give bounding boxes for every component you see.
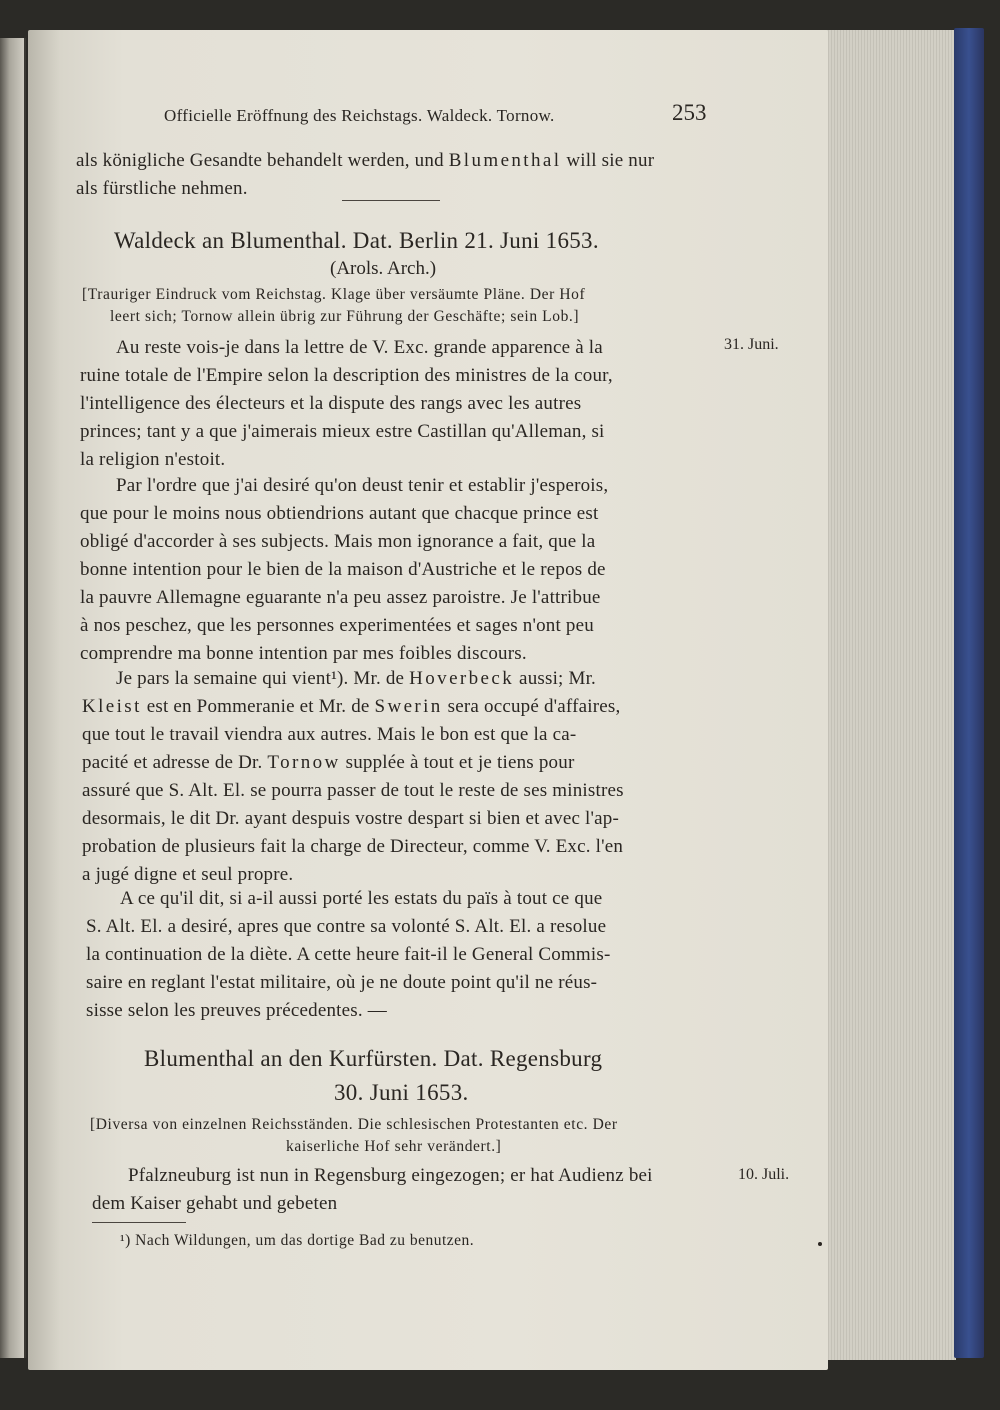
paragraph-line bbox=[82, 752, 574, 774]
paragraph-line: la religion n'estoit. bbox=[80, 449, 226, 470]
paragraph-line: princes; tant y a que j'aimerais mieux estre Castillan qu'Alleman, si bbox=[80, 421, 605, 442]
section1-summary-line-2: leert sich; Tornow allein übrig zur Führung der Geschäfte; sein Lob.] bbox=[110, 308, 580, 325]
paragraph-line: probation de plusieurs fait la charge de Directeur, comme V. Exc. l'en bbox=[82, 836, 624, 857]
footnote: ¹) Nach Wildungen, um das dortige Bad zu benutzen. bbox=[120, 1232, 475, 1249]
paragraph-line: Par l'ordre que j'ai desiré qu'on deust tenir et establir j'esperois, bbox=[116, 475, 609, 496]
ink-speck bbox=[818, 1242, 822, 1246]
text-run: Je pars la semaine qui vient¹). Mr. de bbox=[116, 668, 410, 689]
paragraph-line bbox=[116, 668, 596, 690]
text-run: supplée à tout et je tiens pour bbox=[340, 752, 575, 773]
paragraph-line: S. Alt. El. a desiré, apres que contre sa volonté S. Alt. El. a resolue bbox=[86, 916, 607, 937]
text-run: pacité et adresse de Dr. bbox=[82, 752, 268, 773]
spaced-name: Tornow bbox=[267, 752, 341, 773]
paragraph-line: que pour le moins nous obtiendrions autant que chacque prince est bbox=[80, 503, 599, 524]
page-block-edge bbox=[826, 30, 956, 1360]
paragraph-line: la continuation de la diète. A cette heure fait-il le General Commis- bbox=[86, 944, 611, 965]
intro-line-2: als fürstliche nehmen. bbox=[76, 178, 248, 199]
intro-text: als königliche Gesandte behandelt werden, und bbox=[76, 150, 449, 171]
intro-text: will sie nur bbox=[561, 150, 655, 171]
section1-title: Waldeck an Blumenthal. Dat. Berlin 21. Juni 1653. bbox=[114, 228, 599, 253]
paragraph-line: l'intelligence des électeurs et la dispute des rangs avec les autres bbox=[80, 393, 582, 414]
text-run: est en Pommeranie et Mr. de bbox=[141, 696, 375, 717]
paragraph-line: bonne intention pour le bien de la maison d'Austriche et le repos de bbox=[80, 559, 606, 580]
paragraph-line: Pfalzneuburg ist nun in Regensburg eingezogen; er hat Audienz bei bbox=[128, 1165, 653, 1186]
footnote-rule bbox=[92, 1222, 186, 1223]
section2-title-line-2: 30. Juni 1653. bbox=[334, 1080, 469, 1105]
section2-summary-line-2: kaiserliche Hof sehr verändert.] bbox=[286, 1138, 502, 1155]
section1-summary-line-1: [Trauriger Eindruck vom Reichstag. Klage über versäumte Pläne. Der Hof bbox=[82, 286, 586, 303]
paragraph-line: dem Kaiser gehabt und gebeten bbox=[92, 1193, 338, 1214]
paragraph-line: saire en reglant l'estat militaire, où je ne doute point qu'il ne réus- bbox=[86, 972, 598, 993]
spaced-name: Blumenthal bbox=[448, 150, 562, 171]
paragraph-line: que tout le travail viendra aux autres. Mais le bon est que la ca- bbox=[82, 724, 577, 745]
running-title: Officielle Eröffnung des Reichstags. Waldeck. Tornow. bbox=[164, 106, 555, 125]
paragraph-line: la pauvre Allemagne eguarante n'a peu assez paroistre. Je l'attribue bbox=[80, 587, 601, 608]
section2-title-line-1: Blumenthal an den Kurfürsten. Dat. Regensburg bbox=[144, 1046, 603, 1071]
section-divider bbox=[342, 200, 440, 201]
paragraph-line: A ce qu'il dit, si a-il aussi porté les estats du païs à tout ce que bbox=[120, 888, 603, 909]
paragraph-line bbox=[82, 696, 620, 718]
book-cover bbox=[954, 28, 984, 1358]
page-number: 253 bbox=[672, 100, 707, 125]
paragraph-line: Au reste vois-je dans la lettre de V. Exc. grande apparence à la bbox=[116, 337, 603, 358]
paragraph-line: sisse selon les preuves précedentes. — bbox=[86, 1000, 387, 1021]
paragraph-line: ruine totale de l'Empire selon la description des ministres de la cour, bbox=[80, 365, 613, 386]
section1-source: (Arols. Arch.) bbox=[330, 258, 437, 279]
text-run: aussi; Mr. bbox=[514, 668, 597, 689]
paragraph-line: obligé d'accorder à ses subjects. Mais mon ignorance a fait, que la bbox=[80, 531, 596, 552]
facing-page-edge bbox=[0, 38, 26, 1358]
paragraph-line: desormais, le dit Dr. ayant despuis vostre despart si bien et avec l'ap- bbox=[82, 808, 620, 829]
text-run: sera occupé d'affaires, bbox=[442, 696, 621, 717]
spaced-name: Kleist bbox=[82, 696, 142, 717]
spaced-name: Hoverbeck bbox=[409, 668, 515, 689]
margin-date: 10. Juli. bbox=[738, 1166, 790, 1183]
paragraph-line: comprendre ma bonne intention par mes foibles discours. bbox=[80, 643, 527, 664]
spaced-name: Swerin bbox=[374, 696, 443, 717]
section2-summary-line-1: [Diversa von einzelnen Reichsständen. Die schlesischen Protestanten etc. Der bbox=[90, 1116, 618, 1133]
intro-line-1 bbox=[76, 150, 654, 172]
margin-date: 31. Juni. bbox=[724, 336, 779, 353]
paragraph-line: a jugé digne et seul propre. bbox=[82, 864, 294, 885]
paragraph-line: assuré que S. Alt. El. se pourra passer de tout le reste de ses ministres bbox=[82, 780, 624, 801]
paragraph-line: à nos peschez, que les personnes experimentées et sages n'ont peu bbox=[80, 615, 594, 636]
